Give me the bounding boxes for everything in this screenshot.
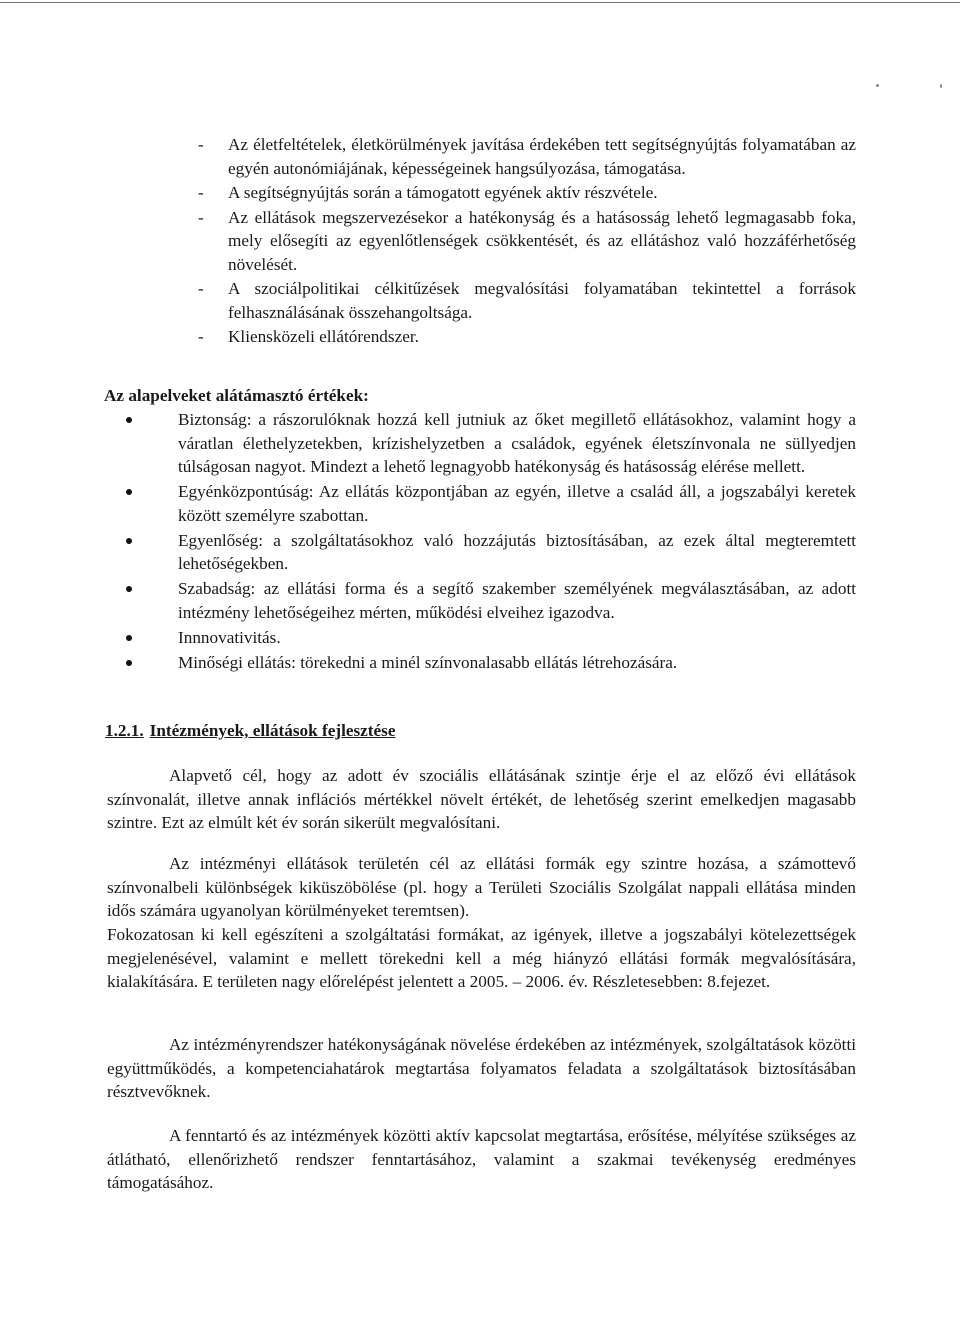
paragraph: Az intézményrendszer hatékonyságának növelése érdekében az intézmények, szolgáltatások közötti együttműködés, a kompetenciahatárok megtartása folyamatos feladata a szolgáltatások biztosításában résztvevőknek. [107, 1035, 856, 1101]
dash-list-item [196, 181, 856, 205]
bullet-marker [126, 586, 132, 592]
bullet-item-text: Biztonság: a rászorulóknak hozzá kell jutniuk az őket megillető ellátásokhoz, valamint hogy a váratlan élethelyzetekben, krízishelyzetben a családok, egyének életszínvonala ne süllyedjen túlságosan nagyot. Mindezt a lehető legnagyobb hatékonyság és hatásosság elérése mellett. [178, 410, 856, 476]
dash-marker: - [198, 327, 204, 346]
dash-list-item [196, 277, 856, 324]
scan-speck [876, 84, 879, 87]
bullet-list-item [120, 529, 856, 576]
bullet-item-text: Szabadság: az ellátási forma és a segítő szakember személyének megválasztásában, az adott intézmény lehetőségeihez mérten, működési elveihez igazodva. [178, 579, 856, 622]
subsection-heading [105, 719, 395, 743]
dash-list-item [196, 133, 856, 180]
top-border-line [0, 2, 960, 3]
dash-marker: - [198, 183, 204, 202]
bullet-list-item [120, 651, 856, 675]
bullet-marker [126, 538, 132, 544]
paragraph: A fenntartó és az intézmények közötti aktív kapcsolat megtartása, erősítése, mélyítése szükséges az átlátható, ellenőrizhető rendszer fenntartásához, valamint a szakmai tevékenység eredményes támogatásához. [107, 1126, 856, 1192]
dash-item-text: Az életfeltételek, életkörülmények javítása érdekében tett segítségnyújtás folyamatában az egyén autonómiájának, képességeinek hangsúlyozása, támogatása. [228, 135, 856, 178]
bullet-item-text: Egyenlőség: a szolgáltatásokhoz való hozzájutás biztosításában, az ezek által megteremtett lehetőségekben. [178, 530, 856, 573]
dash-list-item [196, 206, 856, 277]
bullet-item-text: Innnovativitás. [178, 627, 281, 647]
bullet-marker [126, 660, 132, 666]
bullet-list-item [120, 480, 856, 527]
bullet-marker [126, 489, 132, 495]
bullet-list-item [120, 408, 856, 479]
principles-dash-list [196, 133, 856, 350]
dash-marker: - [198, 207, 204, 227]
dash-list-item [196, 325, 856, 349]
paragraph: Alapvető cél, hogy az adott év szociális ellátásának szintje érje el az előző évi ellátások színvonalát, illetve annak inflációs mértékkel növelt értékét, de lehetőség szerint emelkedjen magasabb szintre. Ezt az elmúlt két év során sikerült megvalósítani. [107, 766, 856, 832]
paragraph: Az intézményi ellátások területén cél az ellátási formák egy szintre hozása, a számottevő színvonalbeli különbségek kiküszöbölése (pl. hogy a Területi Szociális Szolgálat nappali ellátása minden idős számára ugyanolyan körülményeket teremtsen). [107, 854, 856, 920]
scan-speck [940, 84, 942, 88]
dash-item-text: Kliensközeli ellátórendszer. [228, 327, 419, 346]
dash-item-text: A szociálpolitikai célkitűzések megvalósítási folyamatában tekintettel a források felhasználásának összehangoltsága. [228, 279, 856, 322]
values-heading: Az alapelveket alátámasztó értékek: [104, 386, 369, 405]
bullet-item-text: Minőségi ellátás: törekedni a minél színvonalasabb ellátás létrehozására. [178, 652, 678, 672]
paragraph: Fokozatosan ki kell egészíteni a szolgáltatási formákat, az igények, illetve a jogszabályi kötelezettségek megjelenésével, valamint e mellett törekedni kell a még hiányzó ellátási formák megvalósítására, kialakítására. E területen nagy előrelépést jelentett a 2005. – 2006. év. Részletesebben: 8.fejezet. [107, 925, 856, 991]
bullet-list-item [120, 577, 856, 624]
bullet-list-item [120, 626, 856, 650]
bullet-marker [126, 635, 132, 641]
dash-item-text: A segítségnyújtás során a támogatott egyének aktív részvétele. [228, 183, 658, 202]
dash-marker: - [198, 279, 204, 298]
dash-item-text: Az ellátások megszervezésekor a hatékonyság és a hatásosság lehető legmagasabb foka, mely elősegíti az egyenlőtlenségek csökkentését, és az ellátáshoz való hozzáférhetőség növelését. [228, 207, 856, 274]
subsection-number: 1.2.1. [105, 721, 144, 740]
bullet-marker [126, 417, 132, 423]
dash-marker: - [198, 135, 204, 154]
subsection-title: Intézmények, ellátások fejlesztése [149, 721, 396, 740]
values-bullet-list [120, 408, 856, 676]
bullet-item-text: Egyénközpontúság: Az ellátás központjában az egyén, illetve a család áll, a jogszabályi keretek között személyre szabottan. [178, 482, 856, 525]
